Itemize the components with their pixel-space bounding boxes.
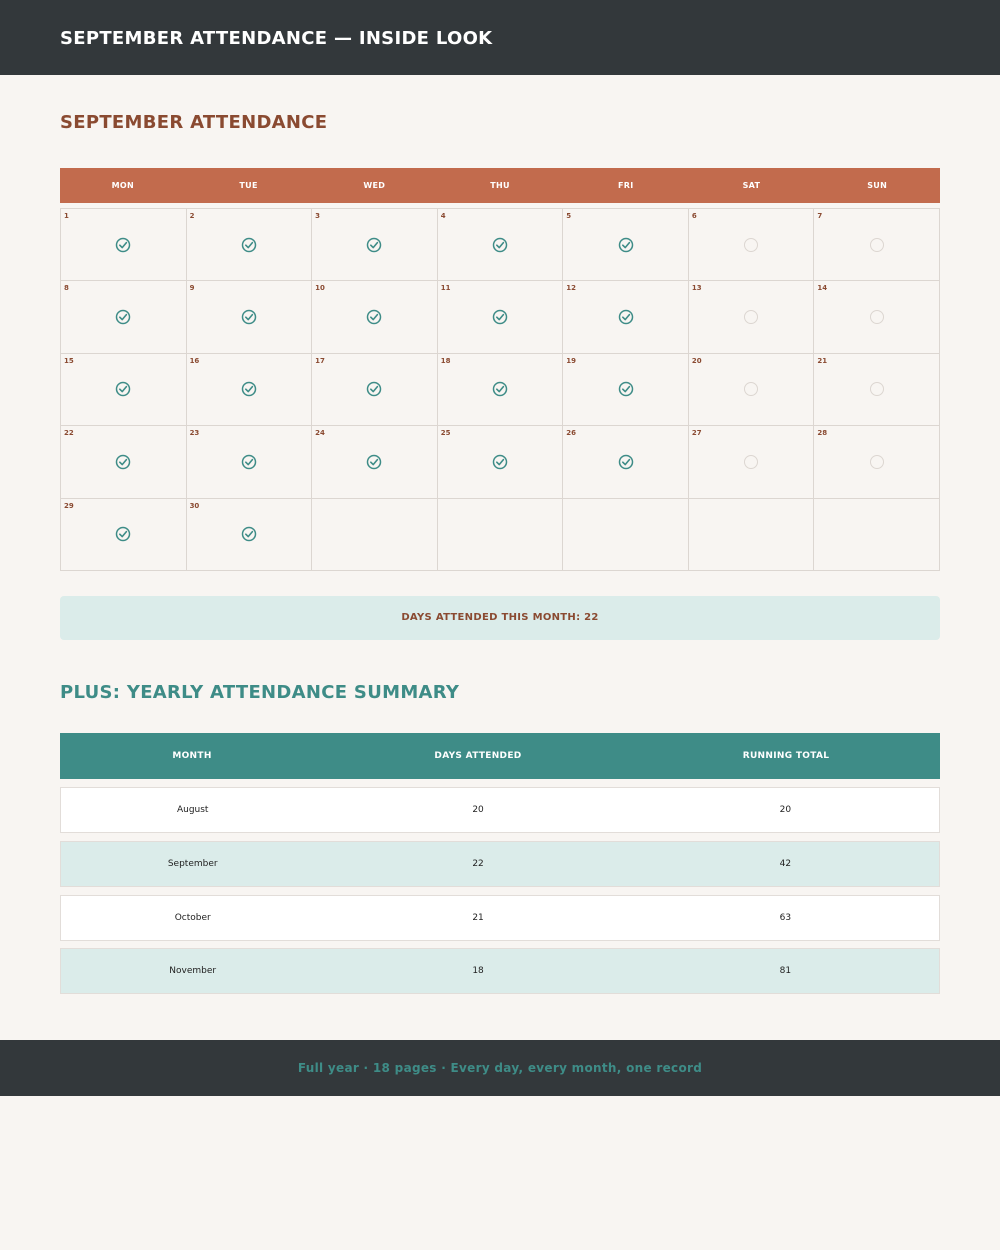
day-number: 24 xyxy=(315,429,325,438)
day-number: 25 xyxy=(440,429,451,438)
check-circle-icon xyxy=(115,309,131,325)
calendar-empty-cell xyxy=(438,499,564,571)
table-row xyxy=(60,895,940,941)
check-circle-icon xyxy=(492,237,508,253)
yearly-table-header xyxy=(60,733,940,779)
running-total-cell: 20 xyxy=(779,805,792,815)
empty-circle-icon xyxy=(743,381,759,397)
check-circle-icon xyxy=(241,237,257,253)
calendar-day-cell xyxy=(438,426,564,498)
calendar-day-cell xyxy=(563,281,689,353)
month-cell: November xyxy=(169,966,217,976)
calendar-day-cell xyxy=(312,281,438,353)
day-number: 18 xyxy=(440,356,451,365)
day-number: 1 xyxy=(64,212,69,220)
check-circle-icon xyxy=(241,454,257,470)
calendar-day-cell xyxy=(689,209,815,281)
running-total-cell: 81 xyxy=(779,966,792,976)
day-number: 29 xyxy=(64,501,74,510)
check-circle-icon xyxy=(115,454,131,470)
check-circle-icon xyxy=(492,454,508,470)
top-banner xyxy=(0,0,1000,75)
day-number: 28 xyxy=(817,429,828,438)
calendar-day-cell xyxy=(312,354,438,426)
weekday-label: THU xyxy=(490,181,510,190)
check-circle-icon xyxy=(366,454,382,470)
days-attended-cell: 18 xyxy=(472,966,484,976)
empty-circle-icon xyxy=(869,454,885,470)
table-row xyxy=(60,841,940,887)
month-cell: August xyxy=(176,805,209,815)
day-number: 15 xyxy=(64,356,74,365)
weekday-label: WED xyxy=(363,181,386,190)
footer-banner xyxy=(0,1040,1000,1096)
weekday-label: SUN xyxy=(867,181,888,190)
day-number: 17 xyxy=(315,356,325,365)
calendar-day-cell xyxy=(61,209,187,281)
empty-circle-icon xyxy=(743,309,759,325)
column-header-month: MONTH xyxy=(172,751,212,761)
day-number: 20 xyxy=(691,356,702,365)
calendar-day-cell xyxy=(187,209,313,281)
day-number: 5 xyxy=(566,212,572,220)
day-number: 12 xyxy=(566,284,577,293)
calendar-empty-cell xyxy=(312,499,438,571)
check-circle-icon xyxy=(366,237,382,253)
calendar-day-cell xyxy=(689,281,815,353)
check-circle-icon xyxy=(618,381,634,397)
check-circle-icon xyxy=(241,309,257,325)
check-circle-icon xyxy=(115,526,131,542)
calendar-day-cell xyxy=(814,209,940,281)
weekday-label: FRI xyxy=(617,181,634,190)
day-number: 2 xyxy=(189,212,195,220)
calendar-weekday-header xyxy=(60,168,940,203)
running-total-cell: 63 xyxy=(779,913,792,923)
page-title: SEPTEMBER ATTENDANCE — INSIDE LOOK xyxy=(60,28,493,49)
calendar-day-cell xyxy=(563,426,689,498)
day-number: 21 xyxy=(817,356,828,365)
month-attendance-summary: DAYS ATTENDED THIS MONTH: 22 xyxy=(60,596,940,640)
check-circle-icon xyxy=(115,381,131,397)
empty-circle-icon xyxy=(743,237,759,253)
calendar-day-cell xyxy=(689,354,815,426)
day-number: 30 xyxy=(189,501,200,510)
running-total-cell: 42 xyxy=(779,859,792,869)
day-number: 23 xyxy=(189,429,200,438)
calendar-day-cell xyxy=(61,426,187,498)
day-number: 27 xyxy=(691,429,702,438)
calendar-day-cell xyxy=(814,281,940,353)
calendar-day-cell xyxy=(61,281,187,353)
calendar-empty-cell xyxy=(689,499,815,571)
calendar-day-cell xyxy=(187,499,313,571)
table-row xyxy=(60,787,940,833)
month-cell: October xyxy=(174,913,211,923)
calendar-day-cell xyxy=(61,354,187,426)
check-circle-icon xyxy=(366,381,382,397)
table-row xyxy=(60,948,940,994)
calendar-day-cell xyxy=(438,354,564,426)
day-number: 19 xyxy=(566,356,577,365)
day-number: 4 xyxy=(440,212,446,220)
day-number: 6 xyxy=(691,212,697,220)
column-header-days-attended: DAYS ATTENDED xyxy=(434,751,522,761)
calendar-empty-cell xyxy=(814,499,940,571)
calendar-day-cell xyxy=(814,354,940,426)
column-header-running-total: RUNNING TOTAL xyxy=(742,751,830,761)
empty-circle-icon xyxy=(869,237,885,253)
calendar-day-cell xyxy=(438,209,564,281)
calendar-day-cell xyxy=(689,426,815,498)
day-number: 8 xyxy=(64,284,69,293)
calendar-day-cell xyxy=(61,499,187,571)
check-circle-icon xyxy=(618,237,634,253)
calendar-title: SEPTEMBER ATTENDANCE xyxy=(60,112,328,133)
calendar-day-cell xyxy=(187,354,313,426)
month-cell: September xyxy=(167,859,218,869)
yearly-summary-title: PLUS: YEARLY ATTENDANCE SUMMARY xyxy=(60,682,460,703)
day-number: 14 xyxy=(817,284,828,293)
calendar-grid xyxy=(60,208,940,571)
calendar-day-cell xyxy=(814,426,940,498)
day-number: 3 xyxy=(315,212,321,220)
day-number: 9 xyxy=(189,284,195,293)
days-attended-cell: 20 xyxy=(472,805,484,815)
day-number: 22 xyxy=(64,429,74,438)
check-circle-icon xyxy=(241,381,257,397)
footer-text: Full year · 18 pages · Every day, every month, one record xyxy=(297,1061,703,1075)
check-circle-icon xyxy=(366,309,382,325)
empty-circle-icon xyxy=(869,309,885,325)
check-circle-icon xyxy=(492,309,508,325)
calendar-day-cell xyxy=(563,354,689,426)
check-circle-icon xyxy=(618,309,634,325)
weekday-label: SAT xyxy=(742,181,761,190)
check-circle-icon xyxy=(115,237,131,253)
days-attended-cell: 21 xyxy=(472,913,484,923)
day-number: 13 xyxy=(691,284,702,293)
check-circle-icon xyxy=(492,381,508,397)
calendar-day-cell xyxy=(312,209,438,281)
weekday-label: MON xyxy=(111,181,135,190)
calendar-day-cell xyxy=(187,281,313,353)
empty-circle-icon xyxy=(743,454,759,470)
check-circle-icon xyxy=(618,454,634,470)
day-number: 10 xyxy=(315,284,325,293)
weekday-label: TUE xyxy=(239,181,258,190)
check-circle-icon xyxy=(241,526,257,542)
day-number: 7 xyxy=(817,212,823,220)
calendar-day-cell xyxy=(438,281,564,353)
calendar-day-cell xyxy=(563,209,689,281)
days-attended-cell: 22 xyxy=(472,859,484,869)
day-number: 11 xyxy=(440,284,451,293)
calendar-day-cell xyxy=(312,426,438,498)
calendar-empty-cell xyxy=(563,499,689,571)
calendar-day-cell xyxy=(187,426,313,498)
day-number: 16 xyxy=(189,356,200,365)
empty-circle-icon xyxy=(869,381,885,397)
day-number: 26 xyxy=(566,429,577,438)
